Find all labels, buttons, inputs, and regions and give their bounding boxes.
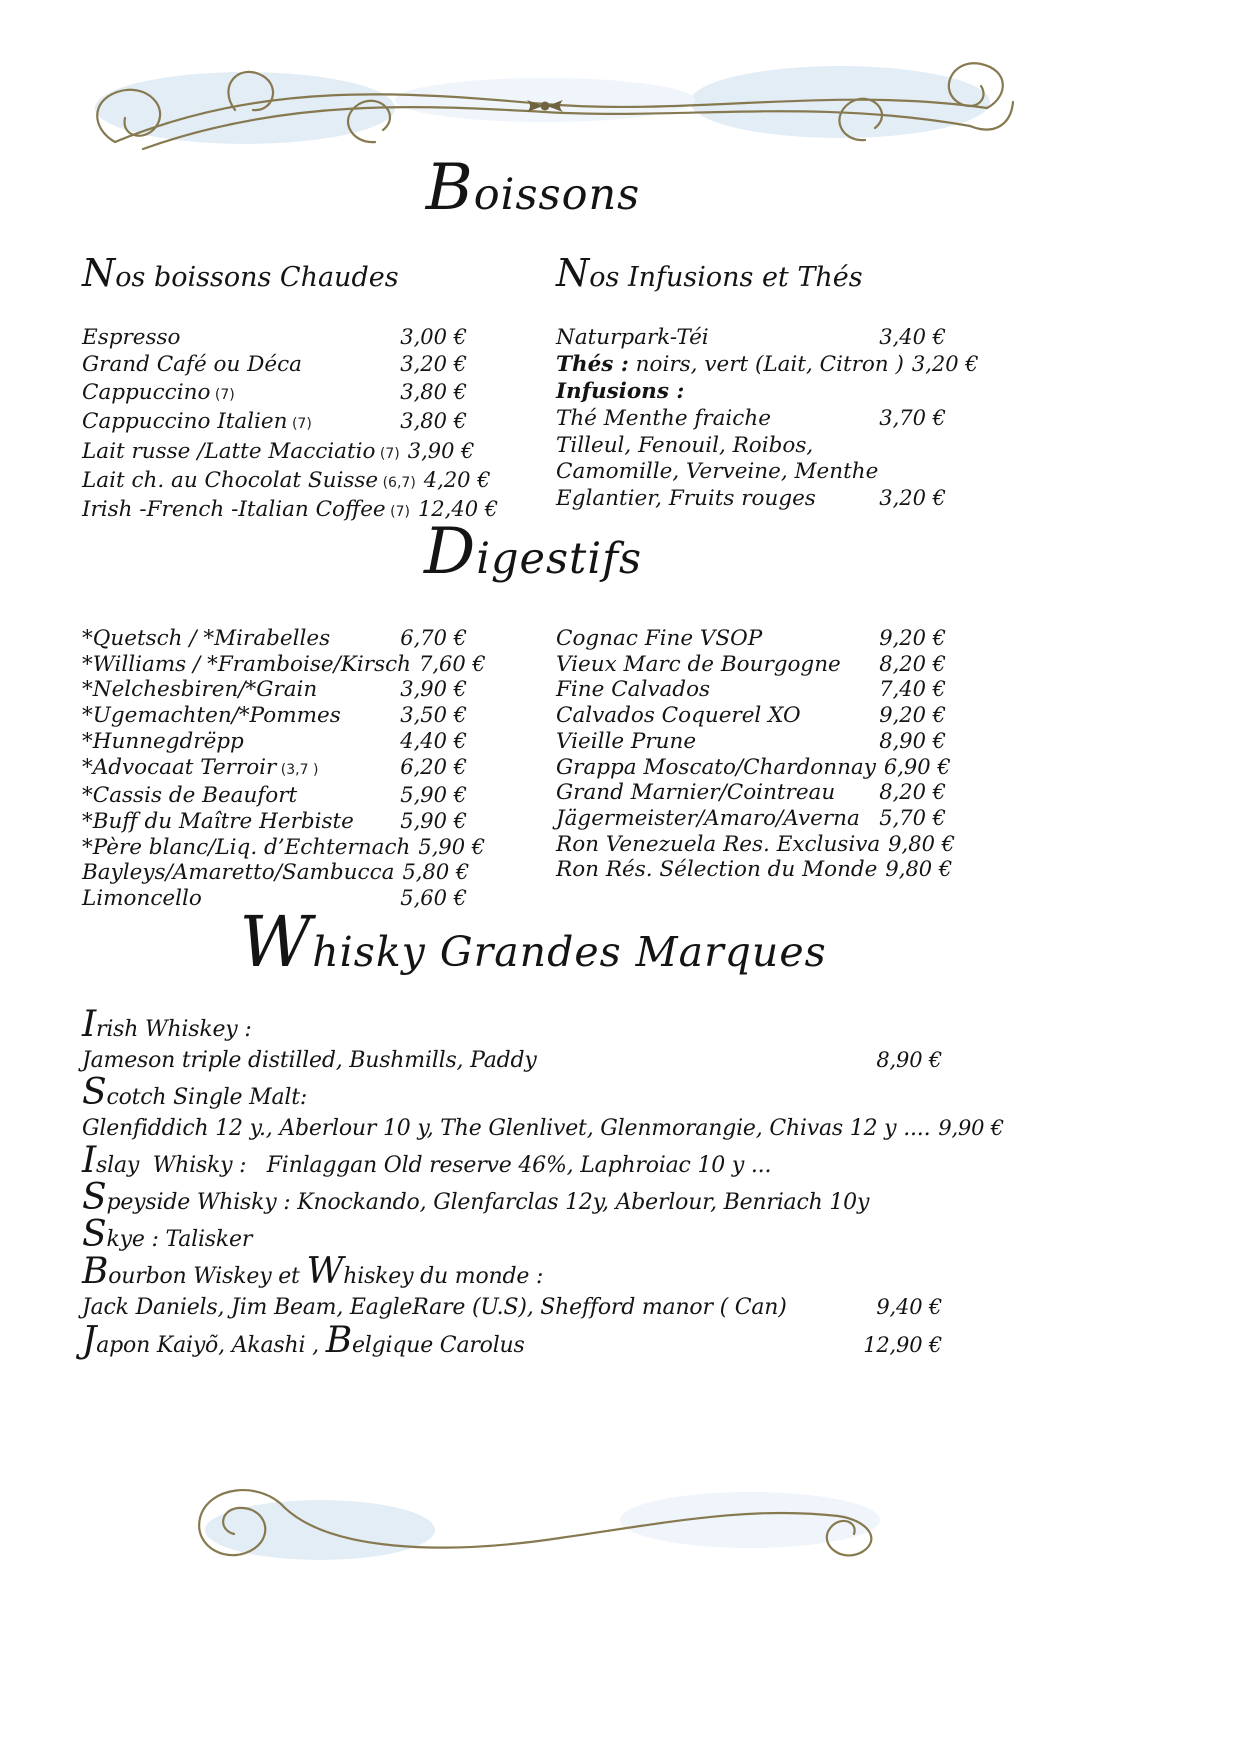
item-price: 3,00 € — [400, 325, 467, 349]
drop-cap-letter: N — [556, 251, 590, 295]
item-name: Vieille Prune — [556, 728, 697, 754]
item-name: *Williams / *Framboise/Kirsch — [82, 651, 411, 677]
menu-item-row — [556, 351, 979, 378]
item-name: Lait ch. au Chocolat Suisse (6,7) — [82, 468, 416, 494]
whisky-row-text: Jack Daniels, Jim Beam, EagleRare (U.S), Shefford manor ( Can) — [82, 1295, 787, 1320]
item-name: Cappuccino (7) — [82, 379, 235, 405]
allergen-note: (7) — [210, 386, 235, 403]
menu-item-row — [82, 496, 499, 525]
whisky-heading-row — [82, 1072, 942, 1113]
item-price: 12,90 € — [863, 1333, 942, 1357]
allergen-note: (7) — [287, 416, 312, 433]
whisky-item-row — [82, 1292, 942, 1323]
digestifs-left-list — [82, 626, 486, 912]
item-price: 5,90 € — [400, 783, 467, 808]
item-price: 9,20 € — [879, 626, 946, 650]
item-name: Eglantier, Fruits rouges — [556, 486, 816, 512]
allergen-note: (6,7) — [378, 475, 416, 492]
whisky-item-row — [82, 1045, 942, 1076]
menu-item-row — [556, 433, 946, 459]
menu-item-row — [82, 783, 467, 809]
menu-item-row — [556, 485, 946, 512]
whisky-row-text: Irish Whiskey : — [82, 1004, 252, 1045]
menu-item-row — [82, 860, 470, 886]
whisky-row-text: Speyside Whisky : Knockando, Glenfarclas 12y, Aberlour, Benriach 10y — [82, 1177, 870, 1218]
menu-item-row — [82, 324, 467, 351]
whisky-heading-row — [82, 1004, 942, 1045]
menu-item-row — [556, 626, 946, 652]
whisky-heading-row — [82, 1320, 942, 1361]
item-name: Jägermeister/Amaro/Averna — [556, 805, 860, 831]
item-name-bold: Infusions : — [556, 378, 685, 404]
item-name: Thé Menthe fraiche — [556, 406, 771, 432]
item-name: Cognac Fine VSOP — [556, 626, 763, 651]
flourish-ornament-top — [75, 50, 1015, 162]
flourish-blue-tint — [620, 1492, 880, 1548]
item-name: Ron Rés. Sélection du Monde — [556, 857, 878, 883]
item-name: Calvados Coquerel XO — [556, 703, 801, 729]
menu-item-row — [556, 459, 946, 485]
drop-cap-letter: S — [82, 1177, 107, 1218]
allergen-note: (7) — [385, 504, 410, 521]
whisky-row-text: Glenfiddich 12 y., Aberlour 10 y, The Glenlivet, Glenmorangie, Chivas 12 y .... — [82, 1116, 931, 1141]
item-name: *Advocaat Terroir (3,7 ) — [82, 754, 319, 780]
drop-cap-letter: S — [82, 1214, 107, 1255]
whisky-row-text: Bourbon Wiskey et Whiskey du monde : — [82, 1251, 544, 1292]
whisky-row-text: Skye : Talisker — [82, 1214, 253, 1255]
item-price: 6,90 € — [883, 754, 951, 779]
menu-item-row — [82, 809, 467, 835]
item-price: 3,20 € — [400, 352, 467, 377]
item-price: 9,20 € — [879, 703, 946, 728]
item-name: *Père blanc/Liq. d’Echternach — [82, 834, 411, 860]
item-price: 3,20 € — [911, 352, 979, 377]
item-price: 5,80 € — [402, 860, 470, 885]
item-price: 12,40 € — [417, 497, 499, 522]
drop-cap-letter: J — [82, 1320, 97, 1361]
item-name: Camomille, Verveine, Menthe — [556, 459, 879, 485]
drop-cap-letter: W — [306, 1251, 344, 1292]
item-price: 8,90 € — [879, 728, 946, 753]
menu-item-row — [82, 379, 467, 408]
hot-drinks-column — [82, 251, 499, 526]
menu-item-row — [556, 379, 946, 405]
infusions-heading: Nos Infusions et Thés — [556, 251, 863, 295]
item-name: *Buff du Maître Herbiste — [82, 808, 354, 834]
menu-item-row — [556, 754, 951, 781]
swirl-flourish-icon — [190, 1478, 900, 1576]
drop-cap-letter: B — [325, 1320, 352, 1361]
flourish-blue-tint — [395, 78, 695, 122]
whisky-row-text: Scotch Single Malt: — [82, 1072, 308, 1113]
whisky-heading-row — [82, 1251, 942, 1292]
item-name: Grand Marnier/Cointreau — [556, 780, 836, 806]
drop-cap-letter: W — [239, 901, 313, 983]
menu-item-row — [82, 651, 486, 678]
whisky-list — [82, 1004, 1004, 1361]
whisky-row-text: Japon Kaiyõ, Akashi , Belgique Carolus — [82, 1320, 525, 1361]
digestifs-right-column — [556, 626, 955, 883]
menu-item-row — [82, 626, 467, 652]
menu-item-row — [82, 755, 467, 784]
menu-item-row — [556, 857, 953, 883]
menu-item-row — [82, 677, 467, 703]
drop-cap-letter: I — [82, 1140, 97, 1181]
item-name: Cappuccino Italien (7) — [82, 409, 312, 435]
item-price: 7,40 € — [879, 677, 946, 702]
item-price: 8,90 € — [876, 1048, 942, 1072]
menu-item-row — [556, 677, 946, 703]
menu-item-row — [82, 886, 467, 912]
item-price: 3,70 € — [879, 406, 946, 431]
item-price: 7,60 € — [419, 651, 486, 676]
item-name: Grand Café ou Déca — [82, 352, 302, 378]
item-price: 5,90 € — [400, 808, 467, 833]
item-name: Vieux Marc de Bourgogne — [556, 651, 841, 677]
menu-item-row — [82, 834, 486, 861]
whisky-heading-row — [82, 1140, 942, 1181]
item-price: 9,40 € — [876, 1295, 942, 1319]
menu-item-row — [82, 467, 491, 496]
drop-cap-letter: B — [425, 151, 474, 225]
hot-drinks-heading: Nos boissons Chaudes — [82, 251, 399, 295]
item-name: Grappa Moscato/Chardonnay — [556, 754, 876, 780]
item-price: 6,70 € — [400, 626, 467, 650]
item-price: 4,40 € — [400, 728, 467, 753]
item-name: Tilleul, Fenouil, Roibos, — [556, 432, 814, 458]
whisky-row-text: Islay Whisky : Finlaggan Old reserve 46%, Laphroiac 10 y ... — [82, 1140, 772, 1181]
menu-item-row — [82, 703, 467, 729]
menu-item-row — [556, 703, 946, 729]
item-price: 3,20 € — [879, 486, 946, 511]
item-price: 3,40 € — [879, 325, 946, 349]
section-title-whisky: Whisky Grandes Marques — [239, 901, 827, 983]
item-name: Lait russe /Latte Macciatio (7) — [82, 438, 400, 464]
menu-item-row — [556, 652, 946, 678]
menu-item-row — [556, 324, 946, 351]
item-price: 8,20 € — [879, 651, 946, 676]
menu-item-row — [556, 806, 946, 832]
drop-cap-letter: D — [423, 515, 477, 589]
digestifs-right-list — [556, 626, 955, 883]
item-name — [556, 379, 684, 405]
item-name: *Hunnegdrëpp — [82, 728, 244, 754]
item-name: Naturpark-Téi — [556, 325, 709, 350]
item-price: 5,70 € — [879, 805, 946, 830]
swirl-flourish-icon — [75, 50, 1015, 162]
item-price: 6,20 € — [400, 754, 467, 779]
item-name: *Nelchesbiren/*Grain — [82, 677, 318, 703]
item-name: Fine Calvados — [556, 677, 711, 703]
item-name-bold: Thés : — [556, 352, 629, 378]
item-price: 8,20 € — [879, 780, 946, 805]
drop-cap-letter: I — [82, 1004, 97, 1045]
digestifs-left-column — [82, 626, 486, 912]
item-price: 9,80 € — [888, 831, 955, 856]
item-name: Ron Venezuela Res. Exclusiva — [556, 831, 881, 857]
drop-cap-letter: N — [82, 251, 116, 295]
menu-item-row — [82, 351, 467, 378]
item-price: 9,90 € — [938, 1116, 1004, 1140]
whisky-item-row — [82, 1113, 1004, 1144]
item-price: 3,50 € — [400, 703, 467, 728]
allergen-note: (7) — [375, 445, 400, 462]
item-price: 3,90 € — [407, 438, 475, 463]
menu-item-row — [556, 729, 946, 755]
hot-drinks-list — [82, 324, 499, 526]
menu-item-row — [82, 729, 467, 755]
allergen-note: (3,7 ) — [276, 761, 319, 778]
drop-cap-letter: B — [82, 1251, 109, 1292]
item-price: 3,80 € — [400, 379, 467, 404]
menu-item-row — [556, 831, 955, 858]
item-name: Thés : noirs, vert (Lait, Citron ) — [556, 352, 904, 378]
item-name: Espresso — [82, 325, 181, 350]
item-name: Limoncello — [82, 886, 202, 912]
menu-item-row — [556, 780, 946, 806]
menu-item-row — [82, 408, 467, 437]
item-name: *Ugemachten/*Pommes — [82, 703, 341, 729]
item-price: 3,80 € — [400, 409, 467, 434]
item-price: 9,80 € — [885, 857, 953, 882]
drop-cap-letter: S — [82, 1072, 107, 1113]
menu-item-row — [556, 405, 946, 432]
menu-item-row — [82, 438, 475, 467]
item-name: *Cassis de Beaufort — [82, 783, 298, 809]
item-name: Irish -French -Italian Coffee (7) — [82, 497, 410, 523]
item-price: 4,20 € — [423, 468, 491, 493]
whisky-row-text: Jameson triple distilled, Bushmills, Paddy — [82, 1048, 537, 1073]
item-price: 3,90 € — [400, 677, 467, 702]
flourish-ornament-bottom — [190, 1478, 900, 1576]
item-price: 5,60 € — [400, 886, 467, 911]
infusions-list — [556, 324, 979, 513]
item-name: *Quetsch / *Mirabelles — [82, 626, 331, 651]
whisky-heading-row — [82, 1214, 942, 1255]
section-title-boissons: Boissons — [425, 151, 641, 225]
whisky-heading-row — [82, 1177, 942, 1218]
section-title-digestifs: Digestifs — [423, 515, 643, 589]
item-name: Bayleys/Amaretto/Sambucca — [82, 860, 395, 886]
item-price: 5,90 € — [418, 834, 486, 859]
infusions-column — [556, 251, 979, 513]
